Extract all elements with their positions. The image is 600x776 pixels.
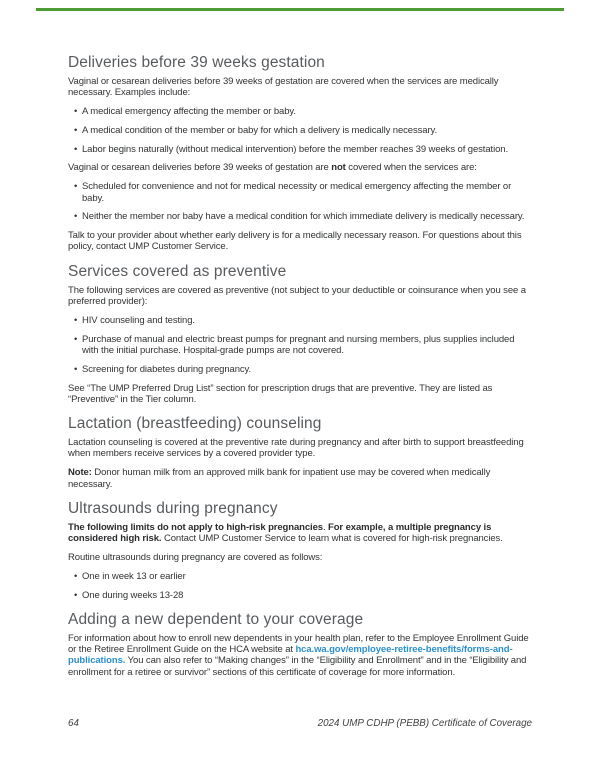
- text-run: Vaginal or cesarean deliveries before 39 weeks of gestation are covered when the services are medically necessary. Examples include:: [68, 76, 499, 99]
- body-paragraph: [68, 230, 532, 253]
- document-section: [68, 499, 532, 601]
- bullet-item: [68, 181, 532, 204]
- body-paragraph: [68, 162, 532, 173]
- bullet-item: [68, 315, 532, 326]
- bullet-text: [82, 125, 532, 136]
- bullet-list: [68, 181, 532, 222]
- bullet-text: [82, 364, 532, 375]
- bullet-marker: •: [74, 124, 78, 136]
- text-run: Routine ultrasounds during pregnancy are covered as follows:: [68, 551, 323, 563]
- document-section: [68, 610, 532, 678]
- body-paragraph: [68, 552, 532, 563]
- bullet-text: [82, 315, 532, 326]
- text-run: not: [331, 162, 346, 174]
- bullet-marker: •: [74, 333, 78, 345]
- bullet-item: [68, 144, 532, 155]
- bullet-list: [68, 571, 532, 601]
- bullet-marker: •: [74, 143, 78, 155]
- text-run: One during weeks 13-28: [82, 589, 184, 601]
- text-run: The following limits do not apply to high-risk pregnancies: [68, 521, 323, 533]
- page-content: [68, 53, 532, 686]
- hca-website-link[interactable]: hca.wa.gov/employee-retiree-benefits/forms-and-publications.: [68, 644, 513, 667]
- section-heading: Adding a new dependent to your coverage: [68, 610, 364, 628]
- text-run: A medical emergency affecting the member or baby.: [82, 106, 296, 118]
- body-paragraph: [68, 285, 532, 308]
- text-run: For information about how to enroll new dependents in your health plan, refer to the Employee Enrollment Guide or the Retiree Enrollment Guide on the HCA website at: [68, 632, 529, 656]
- document-section: [68, 262, 532, 405]
- body-paragraph: [68, 76, 532, 99]
- document-section: [68, 414, 532, 490]
- bullet-item: [68, 211, 532, 222]
- text-run: Screening for diabetes during pregnancy.: [82, 363, 252, 375]
- bullet-marker: •: [74, 181, 78, 193]
- bullet-item: [68, 571, 532, 582]
- section-heading: Ultrasounds during pregnancy: [68, 499, 278, 517]
- bullet-text: [82, 211, 532, 222]
- bullet-list: [68, 315, 532, 375]
- body-paragraph: [68, 522, 532, 545]
- bullet-marker: •: [74, 570, 78, 582]
- bullet-text: [82, 144, 532, 155]
- text-run: Vaginal or cesarean deliveries before 39 weeks of gestation are: [68, 162, 332, 174]
- text-run: HIV counseling and testing.: [82, 314, 195, 326]
- bullet-text: [82, 571, 532, 582]
- section-heading: Deliveries before 39 weeks gestation: [68, 54, 325, 71]
- text-run: Purchase of manual and electric breast pumps for pregnant and nursing members, plus supplies included with the initial purchase. Hospital-grade pumps are not covered.: [82, 333, 515, 356]
- text-run: You can also refer to “Making changes” in the “Eligibility and Enrollment” and in the “Eligibility and enrollment for a retiree or survivor” sections of this certificate of coverage for more information.: [68, 655, 527, 678]
- bullet-text: [82, 334, 532, 357]
- body-paragraph: [68, 383, 532, 406]
- body-paragraph: [68, 437, 532, 460]
- bullet-marker: •: [74, 211, 78, 223]
- text-run: See “The UMP Preferred Drug List” section for prescription drugs that are preventive. They are listed as “Preventive” in the Tier column.: [68, 382, 493, 405]
- text-run: Talk to your provider about whether early delivery is for a medically necessary reason. For questions about this policy, contact UMP Customer Service.: [68, 230, 522, 253]
- bullet-text: [82, 106, 532, 117]
- bullet-item: [68, 334, 532, 357]
- text-run: Note:: [68, 467, 92, 479]
- text-run: Neither the member nor baby have a medical condition for which immediate delivery is medically necessary.: [82, 211, 525, 223]
- footer-page-number: 64: [68, 718, 79, 729]
- bullet-text: [82, 590, 532, 601]
- page-top-rule: [36, 8, 564, 11]
- bullet-marker: •: [74, 363, 78, 375]
- text-run: For example, a multiple pregnancy is considered high risk.: [68, 521, 492, 545]
- text-run: Lactation counseling is covered at the preventive rate during pregnancy and after birth to support breastfeeding when members receive services by a covered provider type.: [68, 437, 524, 460]
- bullet-marker: •: [74, 589, 78, 601]
- bullet-item: [68, 590, 532, 601]
- bullet-item: [68, 106, 532, 117]
- page-footer: [68, 718, 532, 729]
- text-run: Donor human milk from an approved milk bank for inpatient use may be covered when medically necessary.: [68, 467, 491, 490]
- text-run: The following services are covered as preventive (not subject to your deductible or coinsurance when you see a preferred provider):: [68, 284, 526, 308]
- text-run: Contact UMP Customer Service to learn what is covered for high-risk pregnancies.: [161, 533, 503, 545]
- bullet-item: [68, 125, 532, 136]
- bullet-list: [68, 106, 532, 155]
- bullet-item: [68, 364, 532, 375]
- text-run: .: [322, 521, 329, 533]
- bullet-marker: •: [74, 314, 78, 326]
- body-paragraph: [68, 633, 532, 678]
- text-run: One in week 13 or earlier: [82, 570, 186, 582]
- body-paragraph: [68, 467, 532, 490]
- bullet-marker: •: [74, 106, 78, 118]
- text-run: covered when the services are:: [345, 162, 477, 174]
- text-run: A medical condition of the member or baby for which a delivery is medically necessary.: [82, 124, 438, 136]
- bullet-text: [82, 181, 532, 204]
- text-run: Labor begins naturally (without medical intervention) before the member reaches 39 weeks of gestation.: [82, 143, 508, 155]
- section-heading: Services covered as preventive: [68, 262, 287, 280]
- footer-doc-title: 2024 UMP CDHP (PEBB) Certificate of Coverage: [317, 718, 532, 729]
- document-section: [68, 53, 532, 253]
- text-run: Scheduled for convenience and not for medical necessity or medical emergency affecting the member or baby.: [82, 181, 512, 204]
- section-heading: Lactation (breastfeeding) counseling: [68, 415, 322, 433]
